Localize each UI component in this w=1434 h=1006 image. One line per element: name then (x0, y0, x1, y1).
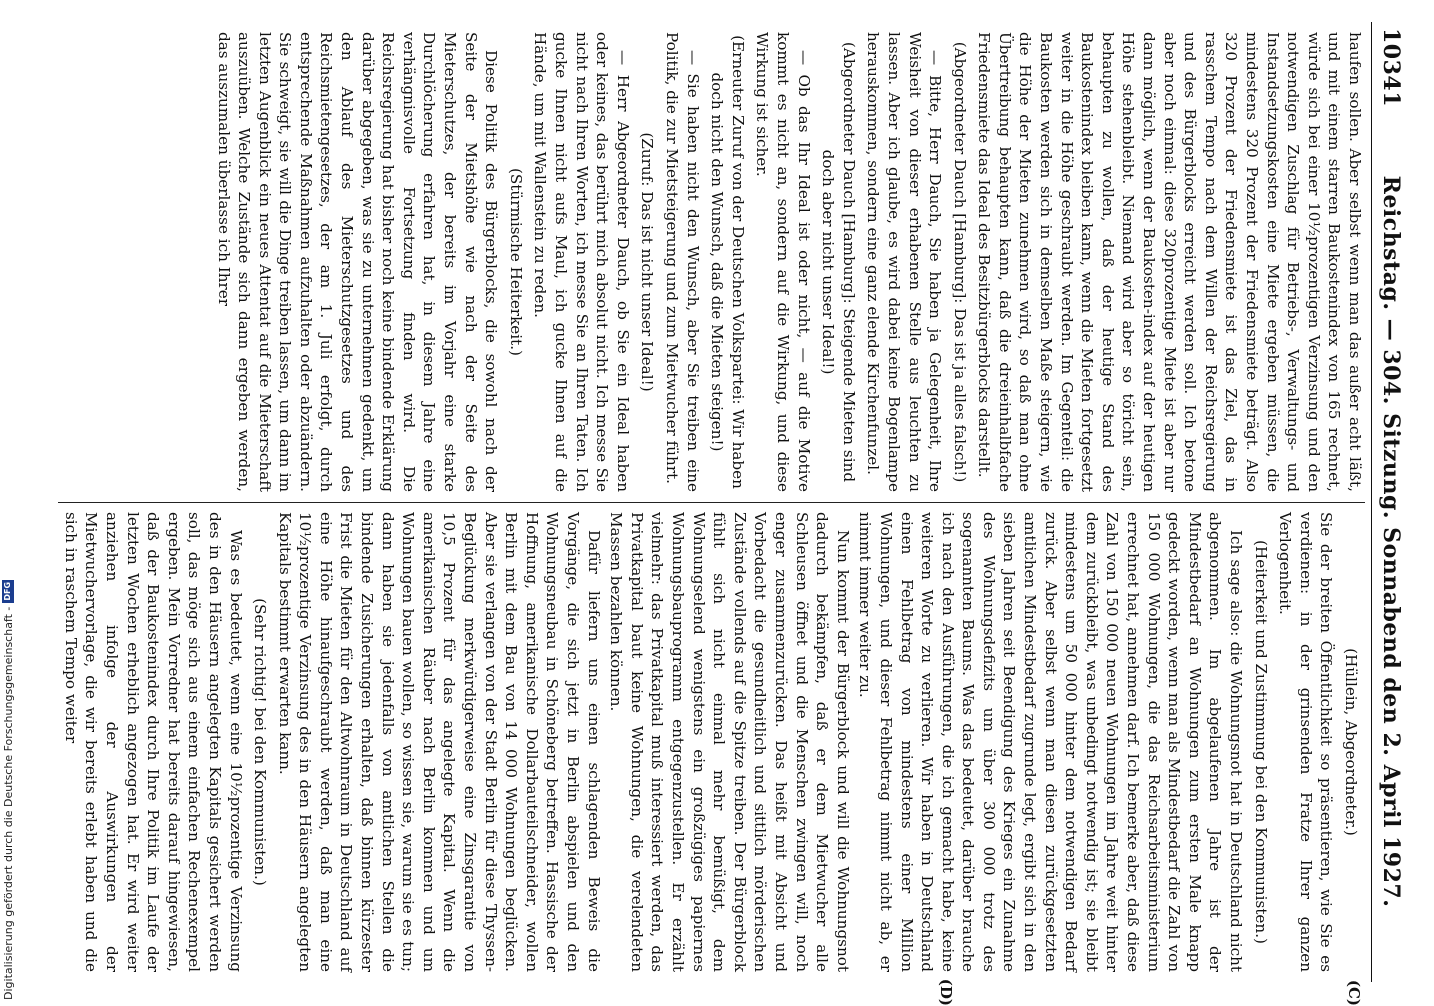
paragraph: — Ob das Ihr Ideal ist oder nicht, — auf die Motive kommt es nicht an, sondern auf die Wirkung, und diese Wirkung ist sicher. (753, 32, 813, 492)
paragraph: — Bitte, Herr Dauch, Sie haben ja Gelegenheit, Ihre Weisheit von dieser erhabenen Stelle aus leuchten zu lassen. Aber ich glaube, es wird dabei keine Bogenlampe herauskommen, sondern eine ganz elende Kirchenfunzel. (864, 32, 945, 492)
digitization-credit (0, 0, 16, 1000)
margin-marker-d: (D) (937, 978, 955, 1006)
interjection: (Stürmische Heiterkeit.) (506, 168, 525, 356)
page-number: 10341 (1378, 28, 1404, 108)
dfg-logo: DFG (3, 581, 12, 601)
speaker-name: (Hüllein, Abgeordneter.) (1342, 648, 1360, 836)
page-content (58, 22, 1408, 1006)
paragraph: Dafür liefern uns einen schlagenden Beweis die Vorgänge, die sich jetzt in Berlin abspielen und den Wohnungsneubau in Schöneberg betreffen. Hassische der Hoffnung, amerikanische Dollarbauteilschneider, wollen Berlin mit dem Bau von 14 000 Wohnungen beglücken. Aber sie verlangen von der Stadt Berlin für diese Thyssen-Beglückung merkwürdigerweise eine Zinsgarantie von 10,5 Prozent für das angelegte Kapital. Wenn die amerikanischen Räuber nach Berlin kommen und um Wohnungen bauen wollen, so wissen sie, warum sie es tun; dann haben sie jedenfalls von amtlichen Stellen die bindende Zusicherungen erhalten, daß binnen kürzester Frist die Mieten für den Altwohnraum in Deutschland auf eine Höhe hinaufgeschraubt werden, daß man eine 10⅟₂prozentige Verzinsung des in den Häusern angelegten Kapitals bestimmt erwarten kann. (275, 512, 603, 972)
paragraph: Nun kommt der Bürgerblock und will die Wohnungsnot dadurch bekämpfen, daß er dem Mietwucher alle Schleusen öffnet und die Menschen zwingen will, noch enger zusammenzurücken. Das heißt mit Absicht und Vorbedacht die gesundheitlich und sittlich mörderischen Zustände vollends auf die Spitze treiben. Der Bürgerblock fühlt sich nicht einmal mehr bemüßigt, dem Wohnungselend wenigstens ein großzügiges papiernes Wohnungsbauprogramm entgegenzustellen. Er erzählt vielmehr: das Privatkapital muß interessiert werden, das Privatkapital baut keine Wohnungen, die verelendeten Massen bezahlen können. (607, 512, 852, 972)
paragraph: haufen sollen. Aber selbst wenn man das außer acht läßt, und mit einem starren Baukostenindex von 165 rechnet, würde sich bei einer 10⅟₂prozentigen Verzinsung und den notwendigen Zuschlag für Betriebs-, Verwaltungs- und Instandsetzungskosten eine Miete ergeben müssen, die mindestens 320 Prozent der Friedensmiete beträgt. Also 320 Prozent der Friedensmiete ist das Ziel, das in rasschem Tempo nach dem Willen der Reichsregierung und des Bürgerblocks erreicht werden soll. Ich betone aber noch einmal: diese 320prozentige Miete ist aber nur dann möglich, wenn der Baukosten-index auf der heutigen Höhe stehenbleibt. Niemand wird aber so töricht sein, behaupten zu wollen, daß der heutige Stand des Baukostenindex bleiben kann, wenn die Mieten fortgesetzt weiter in die Höhe geschraubt werden. Im Gegenteil: die Baukosten werden sich in demselben Maße steigern, wie die Höhe der Mieten zunehmen wird, so daß man ohne Übertreibung behaupten kann, daß die dreieinhalbfache Friedensmiete das Ideal des Besitzbürgerblocks darstellt. (975, 32, 1364, 492)
page-title: Reichstag. — 304. Sitzung. Sonnabend den 2. April 1927. (1378, 175, 1404, 908)
margin-marker-c: (C) (1345, 979, 1363, 1006)
column-right (58, 502, 1365, 982)
interjection: (Sehr richtig! bei den Kommunisten.) (251, 598, 270, 886)
paragraph: Ich sage also: die Wohnungsnot hat in Deutschland nicht abgenommen. Im abgelaufenen Jahre ist der Mindestbedarf an Wohnungen zum ersten Male knapp gedeckt worden, wenn man als Mindestbedarf die Zahl von 150 000 Wohnungen, die das Reichsarbeitsministerium errechnet hat, annehmen darf. Ich bemerke aber, daß diese Zahl von 150 000 neuen Wohnungen im Jahre weit hinter dem zurückbleibt, was unbedingt notwendig ist; sie bleibt mindestens um 50 000 hinter dem notwendigen Bedarf zurück. Aber selbst wenn man diesen zurückgesetzten amtlichen Mindestbedarf zugrunde legt, ergibt sich in den sieben Jahren seit Beendigung des Krieges ein Zunahme des Wohnungsdefizits um über 300 000 trotz des sogenannten Baums. Was das bedeutet, darüber brauche ich nach den Ausführungen, die ich gemacht habe, keine weiteren Worte zu verlieren. Wir haben in Deutschland einen Fehlbetrag von mindestens einer Million Wohnungen, und dieser Fehlbetrag nimmt nicht ab, er nimmt immer weiter zu. (856, 512, 1246, 972)
interjection: (Abgeordneter Dauch [Hamburg]: Steigende Mieten sind doch aber nicht unser Ideal!) (819, 41, 858, 483)
interjection: (Zuruf: Das ist nicht unser Ideal!) (638, 132, 657, 392)
page-header (1371, 22, 1408, 982)
interjection: (Abgeordneter Dauch [Hamburg]: Das ist ja alles falsch!) (950, 41, 969, 483)
paragraph: Diese Politik des Bürgerblocks, die sowohl nach der Seite der Mietshöhe wie nach der Seite des Mieterschutzes, der bereits im Vorjahr eine starke Durchlöcherung erfahren hat, in diesem Jahre eine verhängnisvolle Fortsetzung finden wird. Die Reichsregierung hat bisher noch keine bindende Erklärung darüber abgegeben, was sie zu unternehmen gedenkt, um den Ablauf des Mieterschutzgesetzes und des Reichsmietengesetzes, der am 1. Juli erfolgt, durch entsprechende Maßnahmen aufzuhalten oder abzuändern. Sie schweigt, sie will die Dinge treiben lassen, um dann im letzten Augenblick ein neues Attentat auf die Mieterschaft auszuüben. Welche Zustände sich dann ergeben werden, das auszumalen überlasse ich Ihrer (214, 32, 501, 492)
interjection: (Heiterkeit und Zustimmung bei den Kommunisten.) (1251, 540, 1270, 944)
rotated-page (18, 0, 1418, 1006)
paragraph: — Herr Abgeordneter Dauch, ob Sie ein Ideal haben oder keines, das berührt mich absolut nicht. Ich messe Sie nicht nach Ihren Worten, ich messe Sie an Ihren Taten. Ich gucke Ihnen nicht aufs Maul, ich gucke Ihnen auf die Hände, um mit Wallenstein zu reden. (531, 32, 632, 492)
interjection: (Erneuter Zuruf von der Deutschen Volkspartei: Wir haben doch nicht den Wunsch, daß die Mieten steigen!) (708, 35, 747, 489)
paragraph: Sie der breiten Öffentlichkeit so präsentieren, wie Sie es verdienen: in der grinsenden Fratze Ihrer ganzen Verlogenheit. (1276, 512, 1336, 972)
credit-text: Digitalisierung gefördert durch die Deutsche Forschungsgemeinschaft - (1, 606, 15, 1000)
paragraph: Was es bedeutet, wenn eine 10⅟₂prozentige Verzinsung des in den Häusern angelegten Kapitals gesichert werden soll, das möge sich aus einem einfachen Rechenexempel ergeben. Mein Vorredner hat bereits darauf hingewiesen, daß der Baukostenindex durch Ihre Politik im Laufe der letzten Wochen erheblich angezogen hat. Er wird weiter anziehen infolge der Auswirkungen der Mietwuchervorlage, die wir bereits erlebt haben und die sich in raschem Tempo weiter (61, 512, 245, 972)
paragraph: — Sie haben nicht den Wunsch, aber Sie treiben eine Politik, die zur Mietsteigerung und zum Mietwucher führt. (663, 32, 702, 492)
column-left (58, 22, 1365, 502)
column-divider (58, 502, 1365, 503)
text-columns (58, 22, 1365, 1006)
